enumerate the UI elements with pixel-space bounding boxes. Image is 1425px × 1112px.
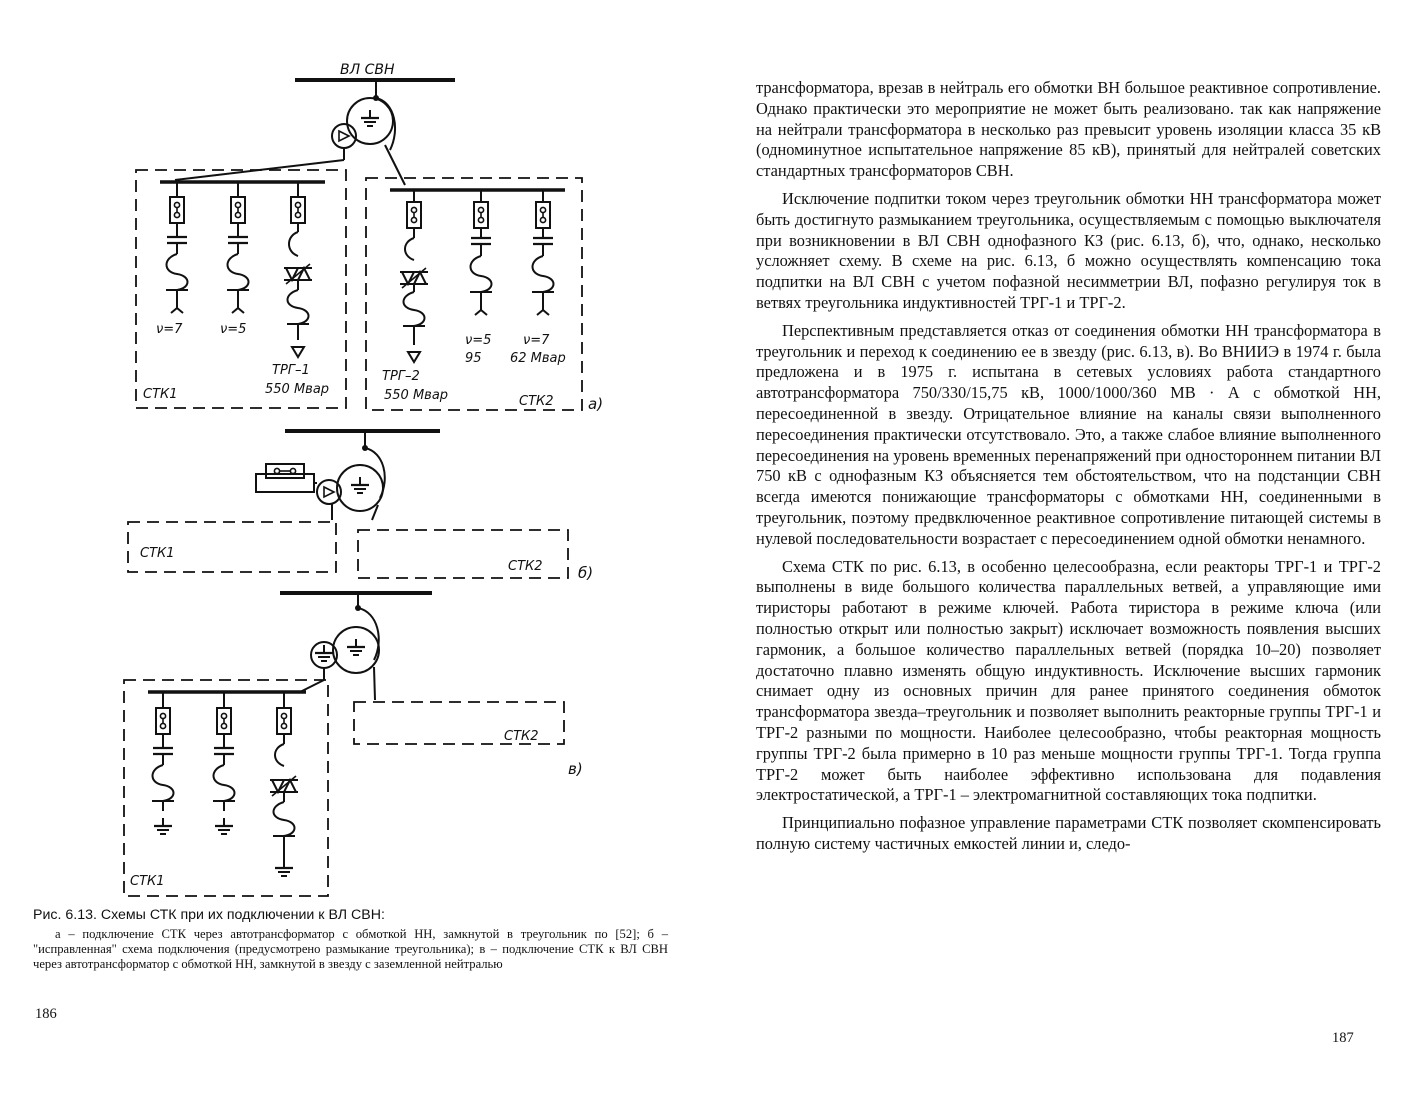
label-stk2-v: СТК2 [504,729,539,744]
label-v: в) [568,760,583,778]
label-nu7-a: ν=7 [156,322,183,337]
body-text [756,78,1381,862]
page-number-left: 186 [35,1006,57,1022]
label-stk2-b: СТК2 [508,559,543,574]
label-nu5-a: ν=5 [220,322,247,337]
stk-connection-diagram [0,0,712,905]
label-b: б) [578,564,594,582]
label-stk1-b: СТК1 [140,546,175,561]
label-trg2-mvar: 550 Мвар [384,388,449,403]
label-trg1-a: ТРГ–1 [272,363,310,378]
paragraph: Перспективным представляется отказ от соединения обмотки НН трансформатора в треугольник и переход к соединению ее в звезду (рис. 6.13, в). Во ВНИИЭ в 1974 г. была предложена и в 1975 г. испытана в сетевых условиях работа стандартного автотрансформатора 750/330/15,75 кВ, 1000/1000/360 МВ · А с обмоткой НН, пересоединенной в звезду. Отрицательное влияние на каналы связи выполненного пересоединения практически отсутствовало. Это, а также слабое влияние выполненного пересоединения на уровень временных перенапряжений при одностороннем питании ВЛ 750 кВ с однофазным КЗ объясняется тем обстоятельством, что на подстанции СВН всегда имеются понижающие трансформаторы с обмотками НН, соединенными в треугольник, поэтому предвключенное реактивное сопротивление питающей системы в нулевой последовательности возрастает с пересоединением одной обмотки ненамного. [756,320,1381,548]
label-nu5-b: ν=5 [465,333,492,348]
label-nu7-b-mvar: 62 Мвар [510,351,566,366]
page-number-right: 187 [1332,1030,1354,1046]
caption-title: Рис. 6.13. Схемы СТК при их подключении к ВЛ СВН: [33,907,385,923]
paragraph: трансформатора, врезав в нейтраль его обмотки ВН большое реактивное сопротивление. Однако практически это мероприятие не может быть реализовано. так как напряжение на нейтрали трансформатора в несколько раз превысит уровень изоляции класса 35 кВ (одноминутное испытательное напряжение 85 кВ), принятый для нейтралей советских стандартных трансформаторов СВН. [756,78,1381,181]
label-stk1-a: СТК1 [143,387,178,402]
paragraph: Исключение подпитки током через треугольник обмотки НН трансформатора может быть достигнуто размыканием треугольника, осуществляемым с помощью выключателя при возникновении в ВЛ СВН однофазного КЗ (рис. 6.13, б), что, однако, несколько усложняет схему. В схеме на рис. 6.13, б можно осуществлять компенсацию тока подпитки на ВЛ СВН с учетом пофазной несимметрии ВЛ, пофазно регулируя ток в ветвях треугольника индуктивностей ТРГ-1 и ТРГ-2. [756,188,1381,312]
stk1-box-v [124,680,328,896]
label-trg2-a: ТРГ–2 [382,369,420,384]
delta-breaker [256,474,314,492]
left-page [0,0,712,1112]
figure-caption [33,908,668,972]
label-stk2-a: СТК2 [519,394,554,409]
label-nu7-b: ν=7 [523,333,550,348]
paragraph: Схема СТК по рис. 6.13, в особенно целесообразна, если реакторы ТРГ-1 и ТРГ-2 выполнены в виде большого количества параллельных ветвей, а управляющие ими тиристоры работают в режиме ключей. Работа тиристора в режиме ключа (или полностью открыт или полностью закрыт) исключает возможность появления высших гармоник, а большое количество параллельных ветвей (порядка 10–20) позволяет достаточно плавно изменять общую индуктивность. Исключение высших гармоник снимает одну из основных причин для ранее принятого соединения обмоток трансформатора звезда–треугольник и позволяет выполнить реакторные группы ТРГ-1 и ТРГ-2 разными по мощности. Наиболее целесообразно, чтобы реакторная мощность группы ТРГ-2 была примерно в 10 раз меньше мощности группы ТРГ-1. Тогда группа ТРГ-2 может быть наиболее эффективно использована для подавления электростатической, а ТРГ-1 – электромагнитной составляющих тока подпитки. [756,556,1381,805]
label-trg1-mvar: 550 Мвар [265,382,330,397]
label-vl-svn: ВЛ СВН [340,62,395,78]
label-a: а) [588,395,604,413]
label-stk1-v: СТК1 [130,874,165,889]
label-nu5-b-mvar: 95 [465,351,482,366]
caption-text: а – подключение СТК через автотрансформатор с обмоткой НН, замкнутой в треугольник по [52]; б – "исправленная" схема подключения (предусмотрено размыкание треугольника); в – подключение СТК к ВЛ СВН через автотрансформатор с обмоткой НН, замкнутой в звезду с заземленной нейтралью [33,926,668,971]
right-page [712,0,1425,1112]
paragraph: Принципиально пофазное управление параметрами СТК позволяет скомпенсировать полную систему частичных емкостей линии и, следо- [756,813,1381,853]
